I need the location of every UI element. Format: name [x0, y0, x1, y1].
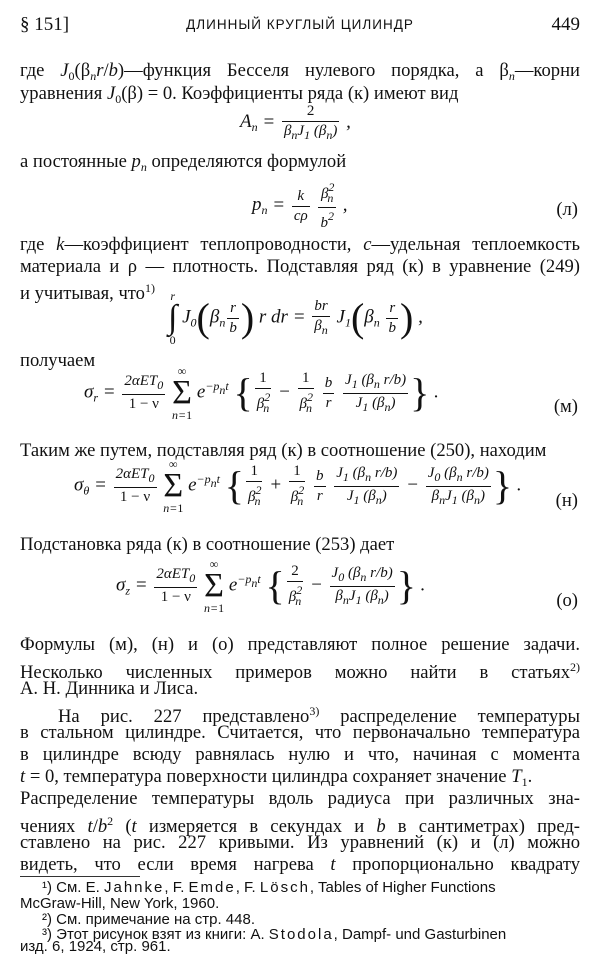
formula-sigma-z: $\sigma_z$ = $\frac{2\alpha ET_0}{1 - \nu}$ ∞ Σ n=1 $e^{-p_nt}$ { $\frac{2}{\beta^2_n}$ − $\frac{J_0 (\beta_n r/b)}{\beta_nJ_1 (\beta_n)}$ } .	[116, 557, 426, 615]
equation-label-n: (н)	[555, 490, 578, 511]
equation-label-m: (м)	[553, 396, 578, 417]
formula-sigma-r: $\sigma_r$ = $\frac{2\alpha ET_0}{1 - \nu}$ ∞ Σ n=1 $e^{-p_nt}$ { $\frac{1}{\beta^2_n}$ − $\frac{1}{\beta^2_n}$ $\frac{b}{r}$ $\frac{J_1 (\beta_n r/b)}{J_1 (\beta_n)}$ } .	[84, 364, 439, 422]
page-number: 449	[551, 14, 580, 35]
text-line: Формулы (м), (н) и (о) представляют полное решение задачи.	[20, 634, 580, 655]
footnote-2: ²) См. примечание на стр. 448.	[42, 911, 256, 928]
section-number: § 151]	[20, 14, 70, 35]
footnote-1-cont: McGraw-Hill, New York, 1960.	[20, 895, 220, 912]
text-line: материала и ρ — плотность. Подставляя ряд (к) в уравнение (249)	[20, 256, 580, 277]
running-title: ДЛИННЫЙ КРУГЛЫЙ ЦИЛИНДР	[186, 17, 414, 32]
formula-an: $A_n$ = $\frac{2}{\beta_nJ_1 (\beta_n)}$ ,	[240, 103, 351, 142]
footnote-3: ³) Этот рисунок взят из книги: A. Stodola, Dampf- und Gasturbinen	[42, 926, 507, 943]
text-line: На рис. 227 представлено$^{3)}$ распределение температуры	[58, 704, 580, 727]
text-line: ставлено на рис. 227 кривыми. Из уравнений (к) и (л) можно	[20, 832, 580, 853]
equation-label-l: (л)	[556, 199, 578, 220]
footnote-rule	[20, 876, 140, 877]
text-line: t = 0, температура поверхности цилиндра сохраняет значение $T_1$.	[20, 766, 533, 789]
text-line: в цилиндре всюду равнялась нулю и что, начиная с момента	[20, 744, 580, 765]
text-line: где k—коэффициент теплопроводности, c—удельная теплоемкость	[20, 234, 581, 255]
footnote-1: ¹) См. E. Jahnke, F. Emde, F. Lösch, Tables of Higher Functions	[42, 879, 496, 896]
formula-pn: $p_n$ = $\frac{k}{c\rho}$ $\frac{\beta^2_n}{b^2}$ ,	[252, 180, 348, 231]
text-line: Подстановка ряда (к) в соотношение (253) дает	[20, 534, 395, 555]
text-line: в стальном цилиндре. Считается, что первоначально температура	[20, 722, 580, 743]
footnote-3-cont: изд. 6, 1924, стр. 961.	[20, 938, 171, 955]
text-line: а постоянные $p_n$ определяются формулой	[20, 151, 347, 174]
text-line: уравнения $J_0(\beta) = 0$. Коэффициенты ряда (к) имеют вид	[20, 83, 459, 106]
formula-sigma-theta: $\sigma_\theta$ = $\frac{2\alpha ET_0}{1 - \nu}$ ∞ Σ n=1 $e^{-p_nt}$ { $\frac{1}{\beta^2_n}$ + $\frac{1}{\beta^2_n}$ $\frac{b}{r}$ $\frac{J_1 (\beta_n r/b)}{J_1 (\beta_n)}$ − $\frac{J_0 (\beta_n r/b)}{\beta_nJ_1 (\beta_n)}$ } .	[74, 457, 522, 515]
text-line: получаем	[20, 350, 96, 371]
text-line: чениях $t/b^2$ (t измеряется в секундах и b в сантиметрах) пред-	[20, 814, 580, 837]
formula-integral: r ∫ 0 $J_0(\beta_n$ $\frac{r}{b}$ ) r dr = $\frac{br}{\beta_n}$ $J_1(\beta_n$ $\frac{r}{b}$ ) ,	[168, 289, 423, 347]
text-line: видеть, что если время нагрева t пропорционально квадрату	[20, 854, 581, 875]
running-header	[20, 14, 580, 38]
text-line: Таким же путем, подставляя ряд (к) в соотношение (250), находим	[20, 440, 547, 461]
text-line: Несколько численных примеров можно найти в статьях$^{2)}$	[20, 660, 580, 683]
equation-label-o: (о)	[556, 590, 578, 611]
text-line: Распределение температуры вдоль радиуса при различных зна-	[20, 788, 580, 809]
text-line: где $J_0(\beta_nr/b)—функция$ Бесселя нулевого порядка, а $\beta_n—корни$	[20, 60, 580, 83]
text-line: и учитывая, что$^{1)}$	[20, 281, 155, 304]
text-line: А. Н. Динника и Лиса.	[20, 678, 199, 699]
